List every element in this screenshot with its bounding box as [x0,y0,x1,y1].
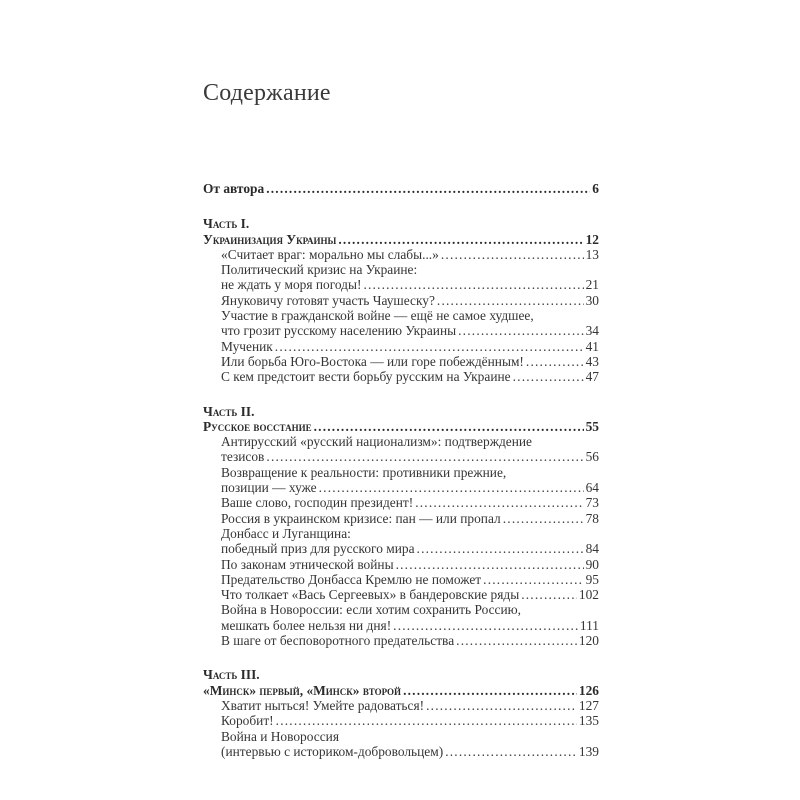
toc-entry-last-line [221,293,599,308]
toc-entry-label: Коробит! [221,713,274,729]
toc-entry[interactable] [203,247,599,262]
toc-entry-label: От автора [203,181,265,196]
toc-part-heading[interactable] [203,419,599,434]
dot-leader [393,618,578,633]
toc-entry-label: Украинизация Украины [203,231,337,247]
toc-part-section [203,216,599,384]
toc-entry-label: Или борьба Юго-Востока — или горе побеждённым! [221,353,524,369]
toc-entry[interactable] [203,713,599,728]
toc-page-number: 6 [592,181,599,196]
dot-leader [521,587,577,602]
toc-parts [203,216,599,759]
toc-entry[interactable] [203,587,599,602]
dot-leader [441,247,584,262]
toc-entry[interactable] [203,511,599,526]
dot-leader [319,480,584,495]
dot-leader [363,277,583,292]
toc-entry-label: «Считает враг: морально мы слабы...» [221,246,439,262]
toc-page-number: 78 [585,510,599,526]
toc-page-number: 111 [579,617,599,633]
toc-entry[interactable] [203,495,599,510]
toc-entry[interactable] [203,293,599,308]
toc-entry-last-line [221,495,599,510]
toc-entry-label: что грозит русскому населению Украины [221,323,457,339]
dot-leader [266,449,583,464]
toc-page-number: 55 [585,418,599,434]
toc-entry-label: Предательство Донбасса Кремлю не поможет [221,571,482,587]
toc-page-number: 73 [585,495,599,511]
toc-page-number: 34 [585,323,599,339]
toc-entry[interactable] [203,729,599,760]
toc-entry-last-line [221,354,599,369]
toc-entry[interactable] [203,434,599,465]
table-of-contents [203,181,599,759]
toc-entry-last-line [221,633,599,648]
dot-leader [338,232,583,247]
toc-entry-last-line [221,511,599,526]
toc-entry-last-line [221,339,599,354]
toc-part-section [203,404,599,649]
toc-entry-line: Антирусский «русский национализм»: подтверждение [221,434,532,450]
dot-leader [437,293,584,308]
toc-page-number: 120 [578,633,599,649]
dot-leader [276,713,577,728]
toc-entry[interactable] [203,308,599,339]
toc-entry[interactable] [203,354,599,369]
toc-page-number: 47 [585,369,599,385]
dot-leader [426,698,577,713]
toc-entry-last-line [221,587,599,602]
toc-part-heading[interactable] [203,232,599,247]
toc-page-number: 84 [585,541,599,557]
toc-entry-last-line [221,323,599,338]
toc-entry-label: Что толкает «Вась Сергеевых» в бандеровские ряды [221,587,520,603]
toc-entry[interactable] [203,602,599,633]
toc-entry-label: Януковичу готовят участь Чаушеску? [221,292,435,308]
toc-entry-last-line [221,713,599,728]
toc-page-number: 135 [578,713,599,729]
dot-leader [483,572,583,587]
toc-entry-label: победный приз для русского мира [221,541,415,557]
toc-entry-label: «Минск» первый, «Минск» второй [203,682,402,698]
toc-entry-label: Ваше слово, господин президент! [221,495,414,511]
toc-entry-label: позиции — хуже [221,480,317,496]
dot-leader [266,181,590,196]
toc-entry-last-line [221,618,599,633]
toc-entry-label: По законам этнической войны [221,556,394,572]
toc-page-number: 41 [585,338,599,354]
toc-page-number: 13 [585,246,599,262]
toc-entry-last-line [221,449,599,464]
toc-entry-label: (интервью с историком-добровольцем) [221,743,444,759]
toc-page-number: 90 [585,556,599,572]
toc-entry-line: Участие в гражданской войне — ещё не самое худшее, [221,308,534,324]
toc-page-number: 30 [585,292,599,308]
toc-part-label: Часть I. [203,216,250,232]
dot-leader [396,557,584,572]
toc-page-number: 126 [578,682,599,698]
toc-entry-last-line [221,698,599,713]
toc-page-number: 43 [585,353,599,369]
toc-entry[interactable] [203,465,599,496]
toc-page-number: 21 [585,277,599,293]
toc-entry-last-line [221,744,599,759]
toc-part-heading[interactable] [203,683,599,698]
toc-entry-last-line [221,541,599,556]
dot-leader [415,495,583,510]
toc-page-number: 95 [585,571,599,587]
toc-part-section [203,667,599,759]
dot-leader [526,354,584,369]
toc-entry-last-line [221,557,599,572]
dot-leader [275,339,584,354]
toc-page-number: 139 [578,743,599,759]
toc-entry-line: Война в Новороссии: если хотим сохранить Россию, [221,602,522,618]
toc-entry[interactable] [203,557,599,572]
dot-leader [417,541,584,556]
toc-entry-last-line [221,247,599,262]
toc-page-number: 12 [585,231,599,247]
toc-entry-last-line [221,369,599,384]
toc-entry[interactable] [203,633,599,648]
page-title: Содержание [203,80,331,106]
toc-page-number: 64 [585,480,599,496]
toc-entry-line: Возвращение к реальности: противники прежние, [221,464,507,480]
toc-page-number: 102 [578,587,599,603]
toc-entry-label: В шаге от бесповоротного предательства [221,633,455,649]
toc-entry[interactable] [203,698,599,713]
toc-entry[interactable] [203,526,599,557]
dot-leader [456,633,577,648]
dot-leader [513,369,584,384]
dot-leader [503,511,584,526]
toc-entry-label: мешкать более нельзя ни дня! [221,617,392,633]
dot-leader [403,683,577,698]
toc-entry-label: Русское восстание [203,418,312,434]
toc-entry-label: тезисов [221,449,265,465]
toc-part-label: Часть II. [203,403,255,419]
toc-entry[interactable] [203,339,599,354]
toc-entry-label: Россия в украинском кризисе: пан — или пропал [221,510,501,526]
toc-part-label: Часть III. [203,667,260,683]
toc-entry-label: Мученик [221,338,273,354]
dot-leader [458,323,583,338]
toc-entry-last-line [221,277,599,292]
dot-leader [445,744,577,759]
toc-entry-last-line [221,480,599,495]
toc-entry-label: Хватит ныться! Умейте радоваться! [221,697,425,713]
toc-entry[interactable] [203,262,599,293]
toc-entry[interactable] [203,572,599,587]
toc-entry-line: Донбасс и Луганщина: [221,525,351,541]
toc-entry-line: Война и Новороссия [221,728,339,744]
toc-page-number: 56 [585,449,599,465]
toc-entry-last-line [221,572,599,587]
dot-leader [314,419,584,434]
toc-entry-line: Политический кризис на Украине: [221,262,418,278]
toc-entry-label: С кем предстоит вести борьбу русским на Украине [221,369,511,385]
toc-page-number: 127 [578,697,599,713]
toc-entry[interactable] [203,369,599,384]
toc-entry-preface[interactable] [203,181,599,196]
toc-entry-label: не ждать у моря погоды! [221,277,362,293]
